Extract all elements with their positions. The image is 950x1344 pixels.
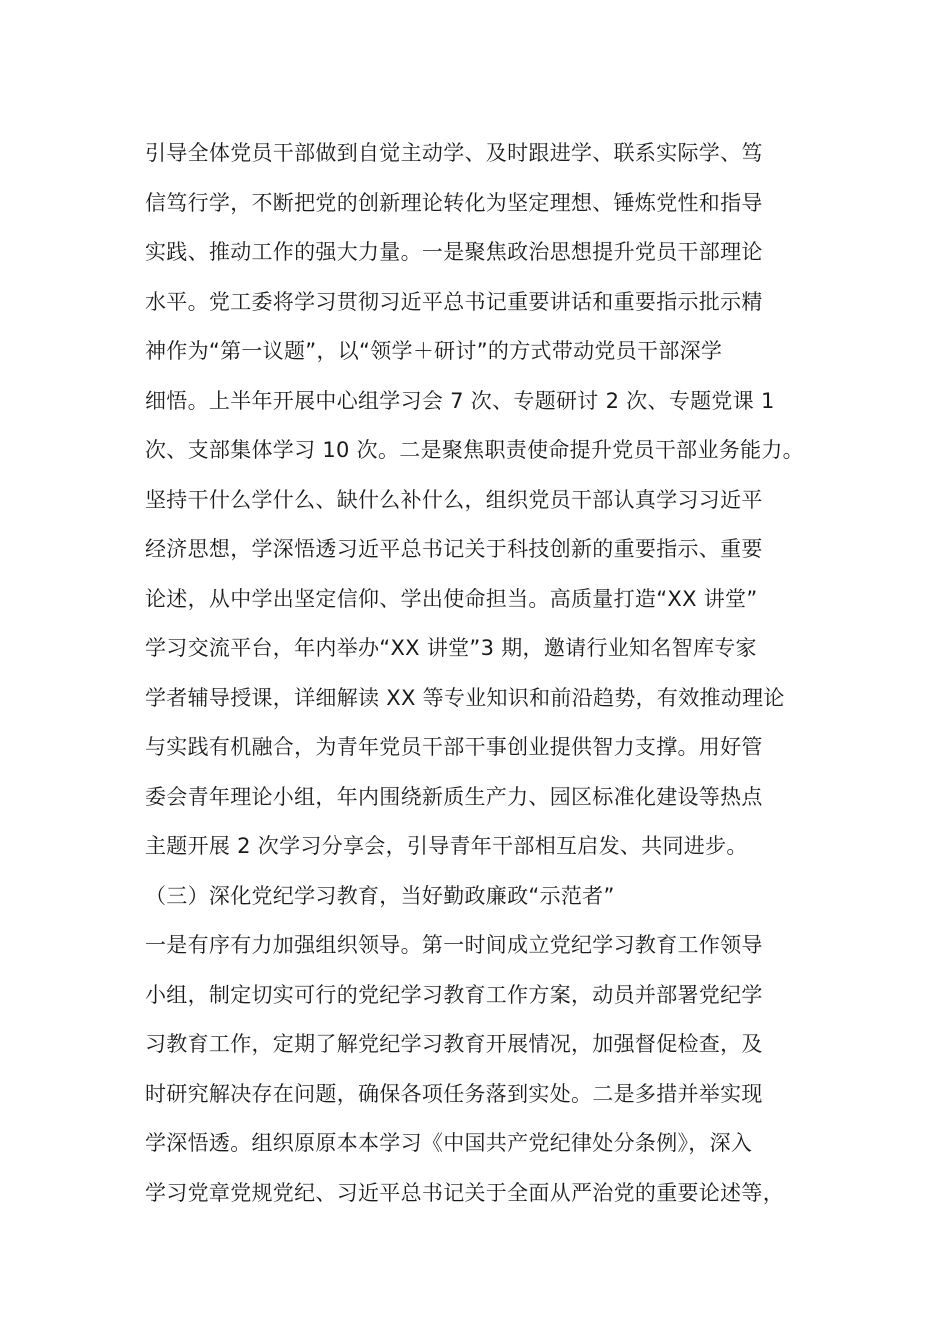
- text-line-3: 实践、推动工作的强大力量。一是聚焦政治思想提升党员干部理论: [145, 240, 763, 264]
- text-line-4: 水平。党工委将学习贯彻习近平总书记重要讲话和重要指示批示精: [145, 289, 763, 314]
- text-line-15: 主题开展 2 次学习分享会，引导青年干部相互启发、共同进步。: [145, 834, 748, 858]
- text-line-11: 学习交流平台，年内举办“XX 讲堂”3 期，邀请行业知名智库专家: [145, 636, 757, 660]
- text-line-22: 学习党章党规党纪、习近平总书记关于全面从严治党的重要论述等，: [145, 1180, 784, 1205]
- text-line-1: 引导全体党员干部做到自觉主动学、及时跟进学、联系实际学、笃: [145, 141, 763, 165]
- section-heading: （三）深化党纪学习教育，当好勤政廉政“示范者”: [145, 883, 615, 908]
- text-line-14: 委会青年理论小组，年内围绕新质生产力、园区标准化建设等热点: [145, 784, 763, 809]
- text-line-8: 坚持干什么学什么、缺什么补什么，组织党员干部认真学习习近平: [145, 487, 763, 512]
- document-body: [145, 129, 845, 1218]
- text-line-19: 习教育工作，定期了解党纪学习教育开展情况，加强督促检查，及: [145, 1032, 763, 1056]
- text-line-6: 细悟。上半年开展中心组学习会 7 次、专题研讨 2 次、专题党课 1: [145, 388, 775, 413]
- text-line-13: 与实践有机融合，为青年党员干部干事创业提供智力支撑。用好管: [145, 735, 763, 759]
- text-line-10: 论述，从中学出坚定信仰、学出使命担当。高质量打造“XX 讲堂”: [145, 586, 758, 611]
- text-line-9: 经济思想，学深悟透习近平总书记关于科技创新的重要指示、重要: [145, 537, 763, 561]
- text-line-18: 小组，制定切实可行的党纪学习教育工作方案，动员并部署党纪学: [145, 982, 763, 1007]
- text-line-7: 次、支部集体学习 10 次。二是聚焦职责使命提升党员干部业务能力。: [145, 438, 804, 462]
- text-line-12: 学者辅导授课，详细解读 XX 等专业知识和前沿趋势，有效推动理论: [145, 685, 785, 710]
- text-line-21: 学深悟透。组织原原本本学习《中国共产党纪律处分条例》，深入: [145, 1131, 753, 1155]
- text-line-20: 时研究解决存在问题，确保各项任务落到实处。二是多措并举实现: [145, 1081, 763, 1106]
- text-line-5: 神作为“第一议题”，以“领学＋研讨”的方式带动党员干部深学: [145, 339, 723, 363]
- text-line-17: 一是有序有力加强组织领导。第一时间成立党纪学习教育工作领导: [145, 933, 763, 957]
- text-line-2: 信笃行学，不断把党的创新理论转化为坚定理想、锤炼党性和指导: [145, 190, 763, 215]
